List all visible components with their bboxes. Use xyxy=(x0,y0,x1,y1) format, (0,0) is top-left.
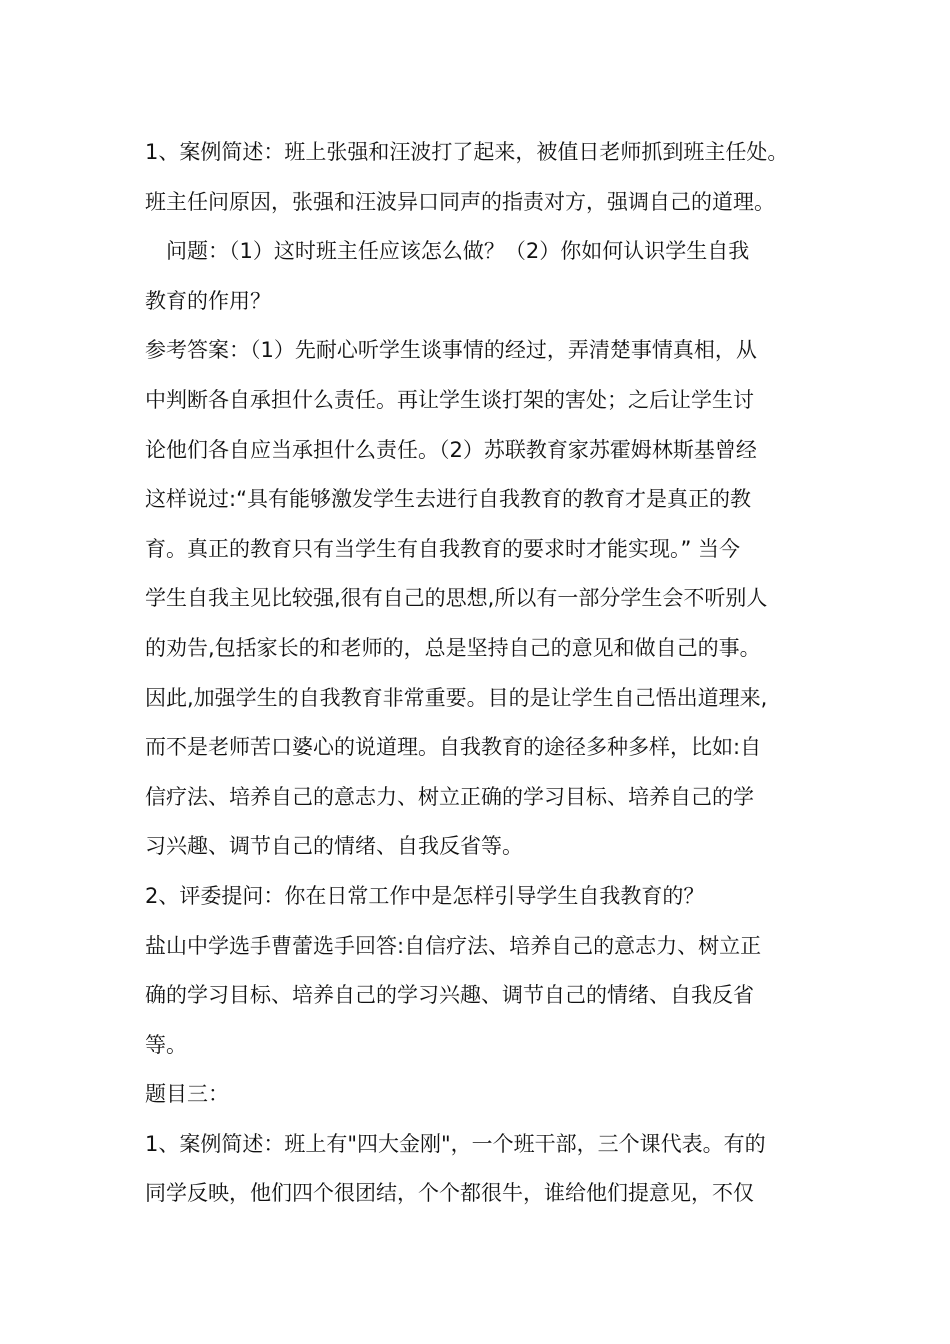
text-line: 学生自我主见比较强,很有自己的思想,所以有一部分学生会不听别人 xyxy=(145,586,768,611)
text-line: 参考答案：（1）先耐心听学生谈事情的经过，弄清楚事情真相，从 xyxy=(145,338,757,363)
text-line: 教育的作用？ xyxy=(145,288,271,313)
document-body xyxy=(145,128,815,1219)
text-line: 班主任问原因，张强和汪波异口同声的指责对方，强调自己的道理。 xyxy=(145,189,775,214)
text-line: 习兴趣、调节自己的情绪、自我反省等。 xyxy=(145,834,523,859)
text-line: 而不是老师苦口婆心的说道理。自我教育的途径多种多样，比如:自 xyxy=(145,735,762,760)
text-line: 2、评委提问：你在日常工作中是怎样引导学生自我教育的？ xyxy=(145,883,705,908)
text-line: 的劝告,包括家长的和老师的，总是坚持自己的意见和做自己的事。 xyxy=(145,635,761,660)
text-line: 中判断各自承担什么责任。再让学生谈打架的害处；之后让学生讨 xyxy=(145,387,754,412)
text-line: 1、案例简述：班上张强和汪波打了起来，被值日老师抓到班主任处。 xyxy=(145,140,789,164)
section-heading: 题目三： xyxy=(145,1082,229,1107)
text-line: 论他们各自应当承担什么责任。（2）苏联教育家苏霍姆林斯基曾经 xyxy=(145,437,757,462)
text-line: 问题：（1）这时班主任应该怎么做？（2）你如何认识学生自我 xyxy=(166,239,750,264)
text-line: 信疗法、培养自己的意志力、树立正确的学习目标、培养自己的学 xyxy=(145,784,754,809)
text-line: 1、案例简述：班上有"四大金刚"，一个班干部，三个课代表。有的 xyxy=(145,1131,766,1156)
text-line: 盐山中学选手曹蕾选手回答:自信疗法、培养自己的意志力、树立正 xyxy=(145,933,762,958)
text-line: 同学反映，他们四个很团结，个个都很牛，谁给他们提意见，不仅 xyxy=(145,1181,754,1206)
text-line: 等。 xyxy=(145,1032,187,1057)
text-line: 确的学习目标、培养自己的学习兴趣、调节自己的情绪、自我反省 xyxy=(145,983,754,1008)
text-line: 这样说过:“具有能够激发学生去进行自我教育的教育才是真正的教 xyxy=(145,487,751,512)
text-line: 育。真正的教育只有当学生有自我教育的要求时才能实现。” 当今 xyxy=(145,536,741,561)
text-line: 因此,加强学生的自我教育非常重要。目的是让学生自己悟出道理来, xyxy=(145,685,768,710)
